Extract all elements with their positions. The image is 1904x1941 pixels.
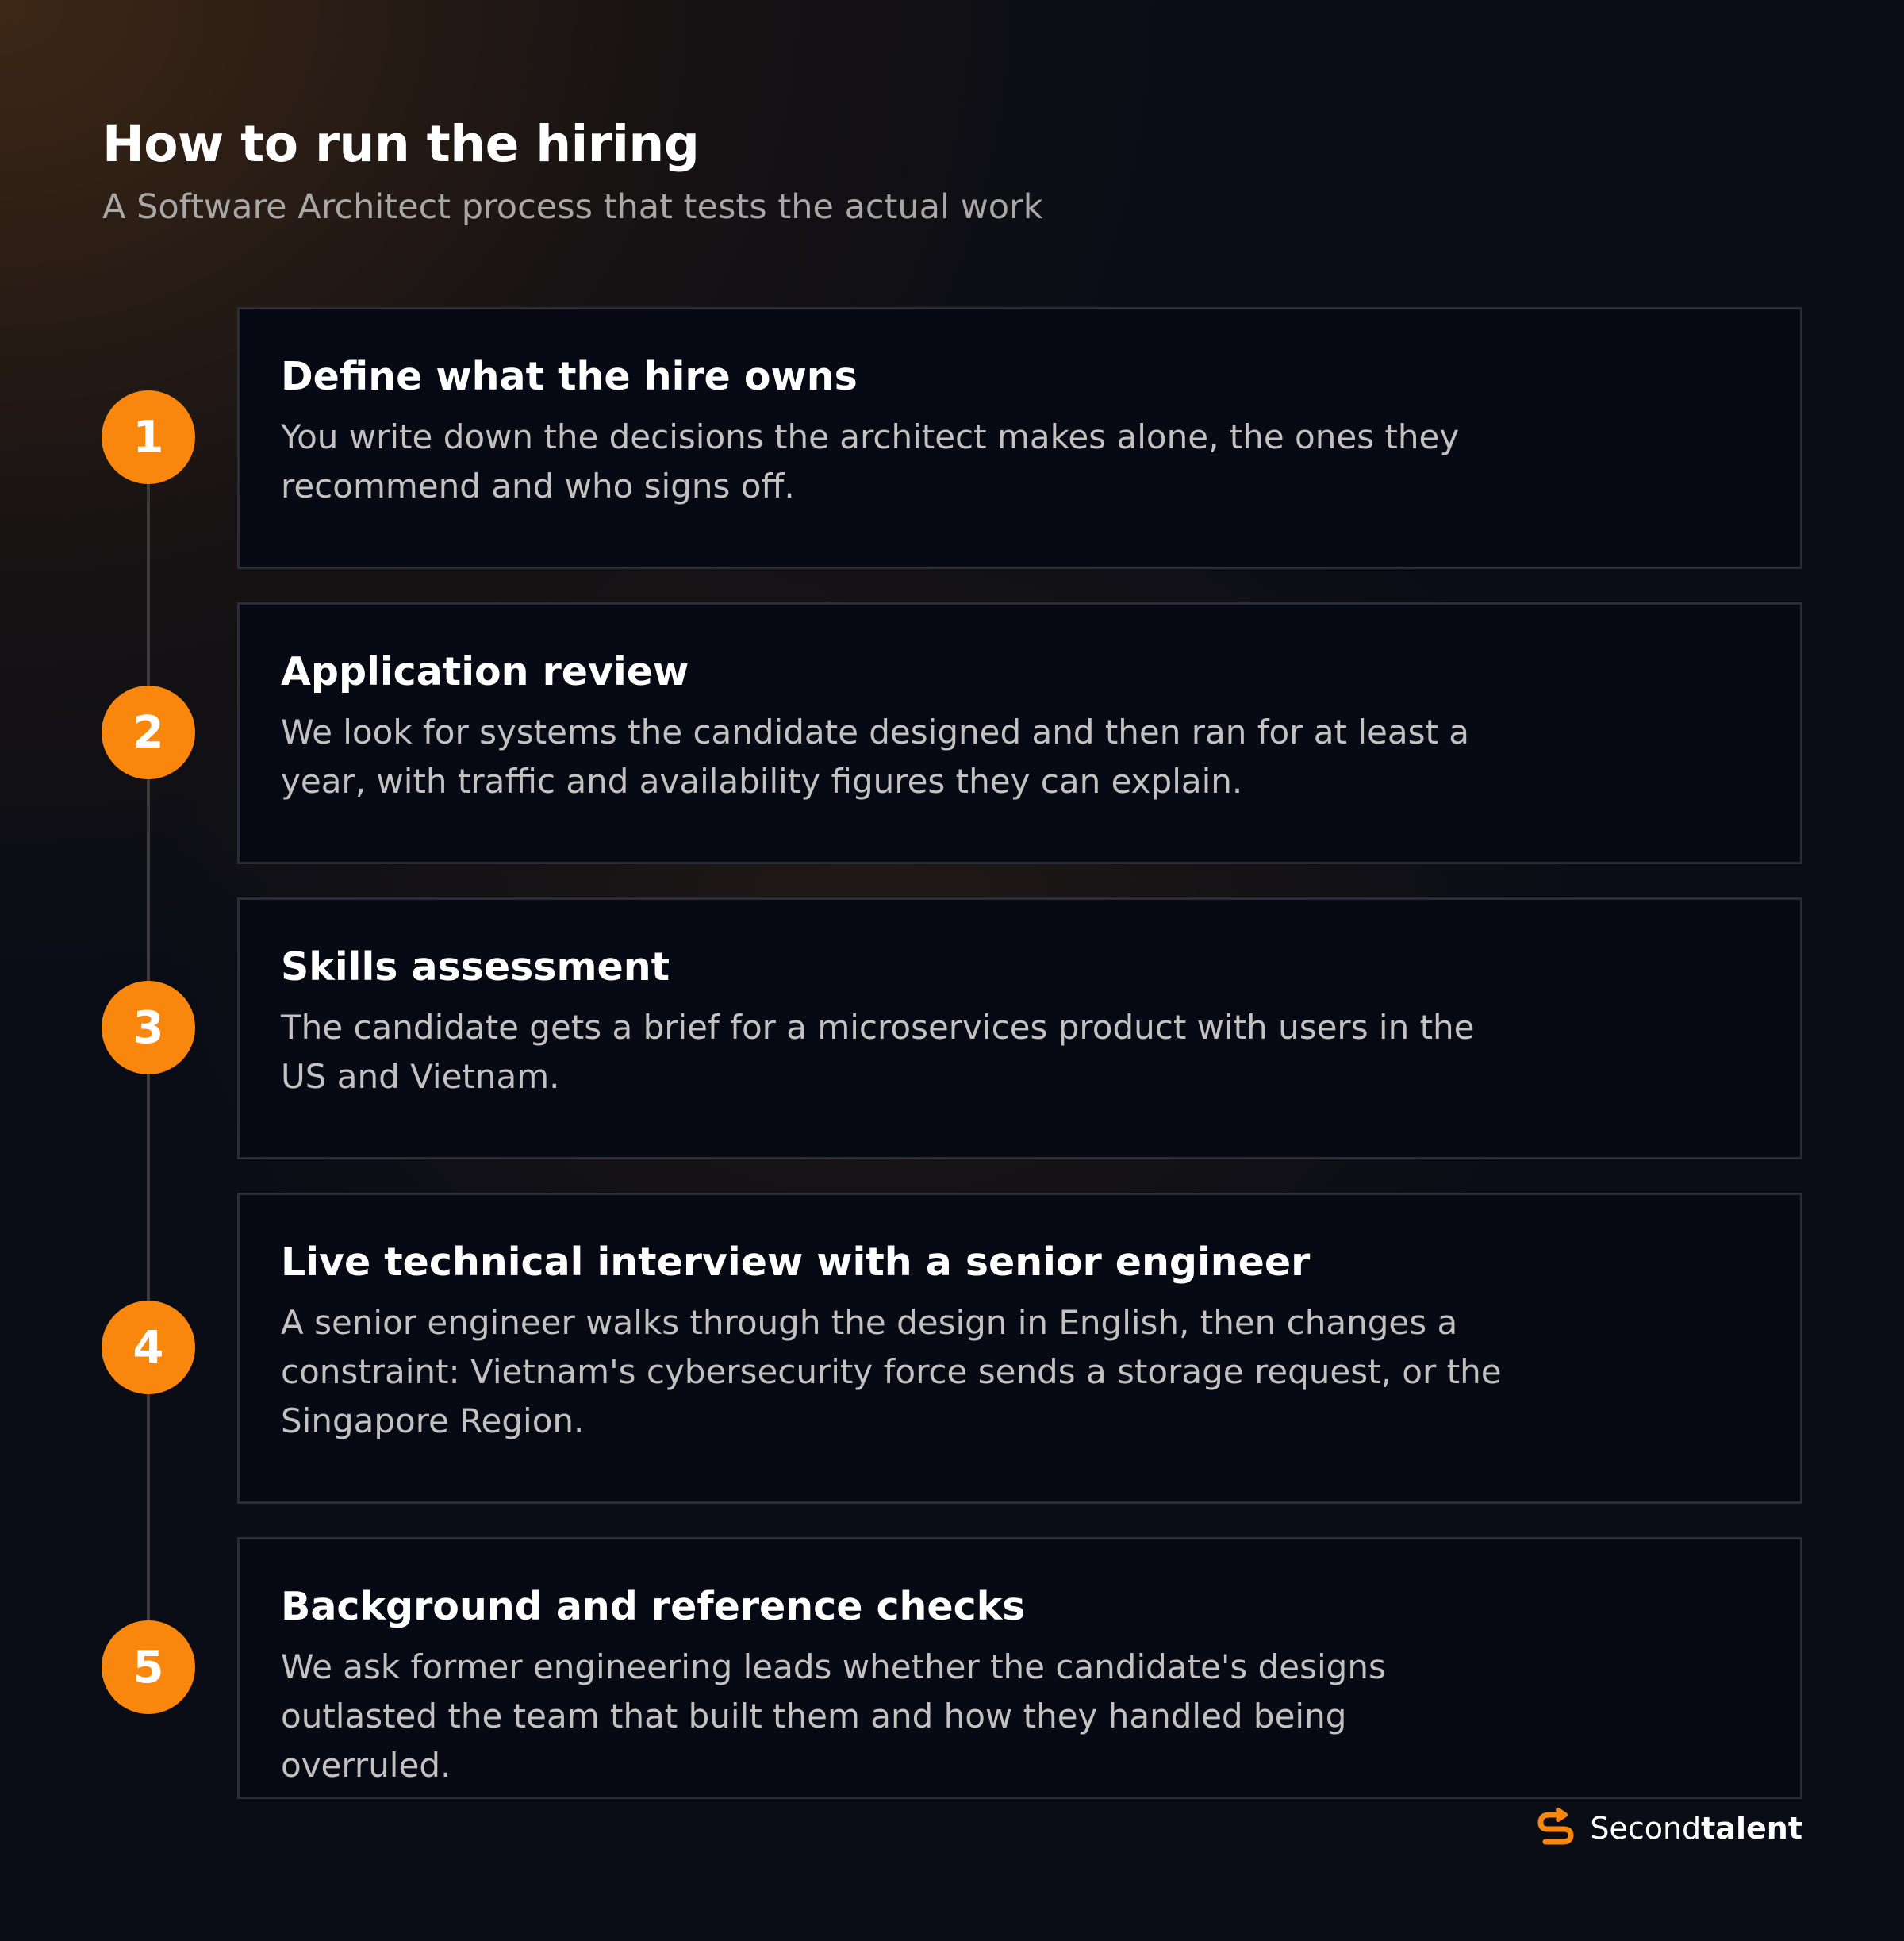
step-number-badge: 2 — [102, 686, 195, 779]
step-card-application-review — [237, 602, 1802, 864]
step-title: Skills assessment — [281, 944, 670, 990]
step-title: Background and reference checks — [281, 1584, 1026, 1629]
step-number-badge: 3 — [102, 981, 195, 1074]
step-number-badge: 5 — [102, 1620, 195, 1714]
secondtalent-logo-icon — [1534, 1807, 1577, 1850]
step-title: Live technical interview with a senior engineer — [281, 1240, 1311, 1285]
step-description: We ask former engineering leads whether the candidate's designs outlasted the team that built them and how they handled being overruled. — [281, 1647, 1386, 1785]
brand-logo — [1534, 1807, 1802, 1850]
step-title: Define what the hire owns — [281, 354, 858, 399]
step-card-skills-assessment — [237, 897, 1802, 1159]
step-title: Application review — [281, 649, 689, 694]
step-description: You write down the decisions the architect makes alone, the ones they recommend and who signs off. — [281, 417, 1460, 505]
brand-name-part-1: Second — [1590, 1811, 1702, 1846]
page-title: How to run the hiring — [102, 115, 700, 173]
step-description: A senior engineer walks through the design in English, then changes a constraint: Vietnam's cybersecurity force sends a storage request, or the Singapore Region. — [281, 1303, 1502, 1440]
step-description: The candidate gets a brief for a microservices product with users in the US and Vietnam. — [281, 1008, 1475, 1096]
step-description: We look for systems the candidate designed and then ran for at least a year, with traffic and availability figures they can explain. — [281, 713, 1470, 801]
step-card-reference-checks — [237, 1537, 1802, 1799]
step-number-badge: 4 — [102, 1301, 195, 1394]
brand-name — [1590, 1811, 1802, 1846]
step-card-define-ownership — [237, 307, 1802, 569]
brand-name-part-2: talent — [1701, 1811, 1802, 1846]
step-card-technical-interview — [237, 1193, 1802, 1504]
page-subtitle: A Software Architect process that tests the actual work — [102, 187, 1043, 227]
step-number-badge: 1 — [102, 390, 195, 484]
